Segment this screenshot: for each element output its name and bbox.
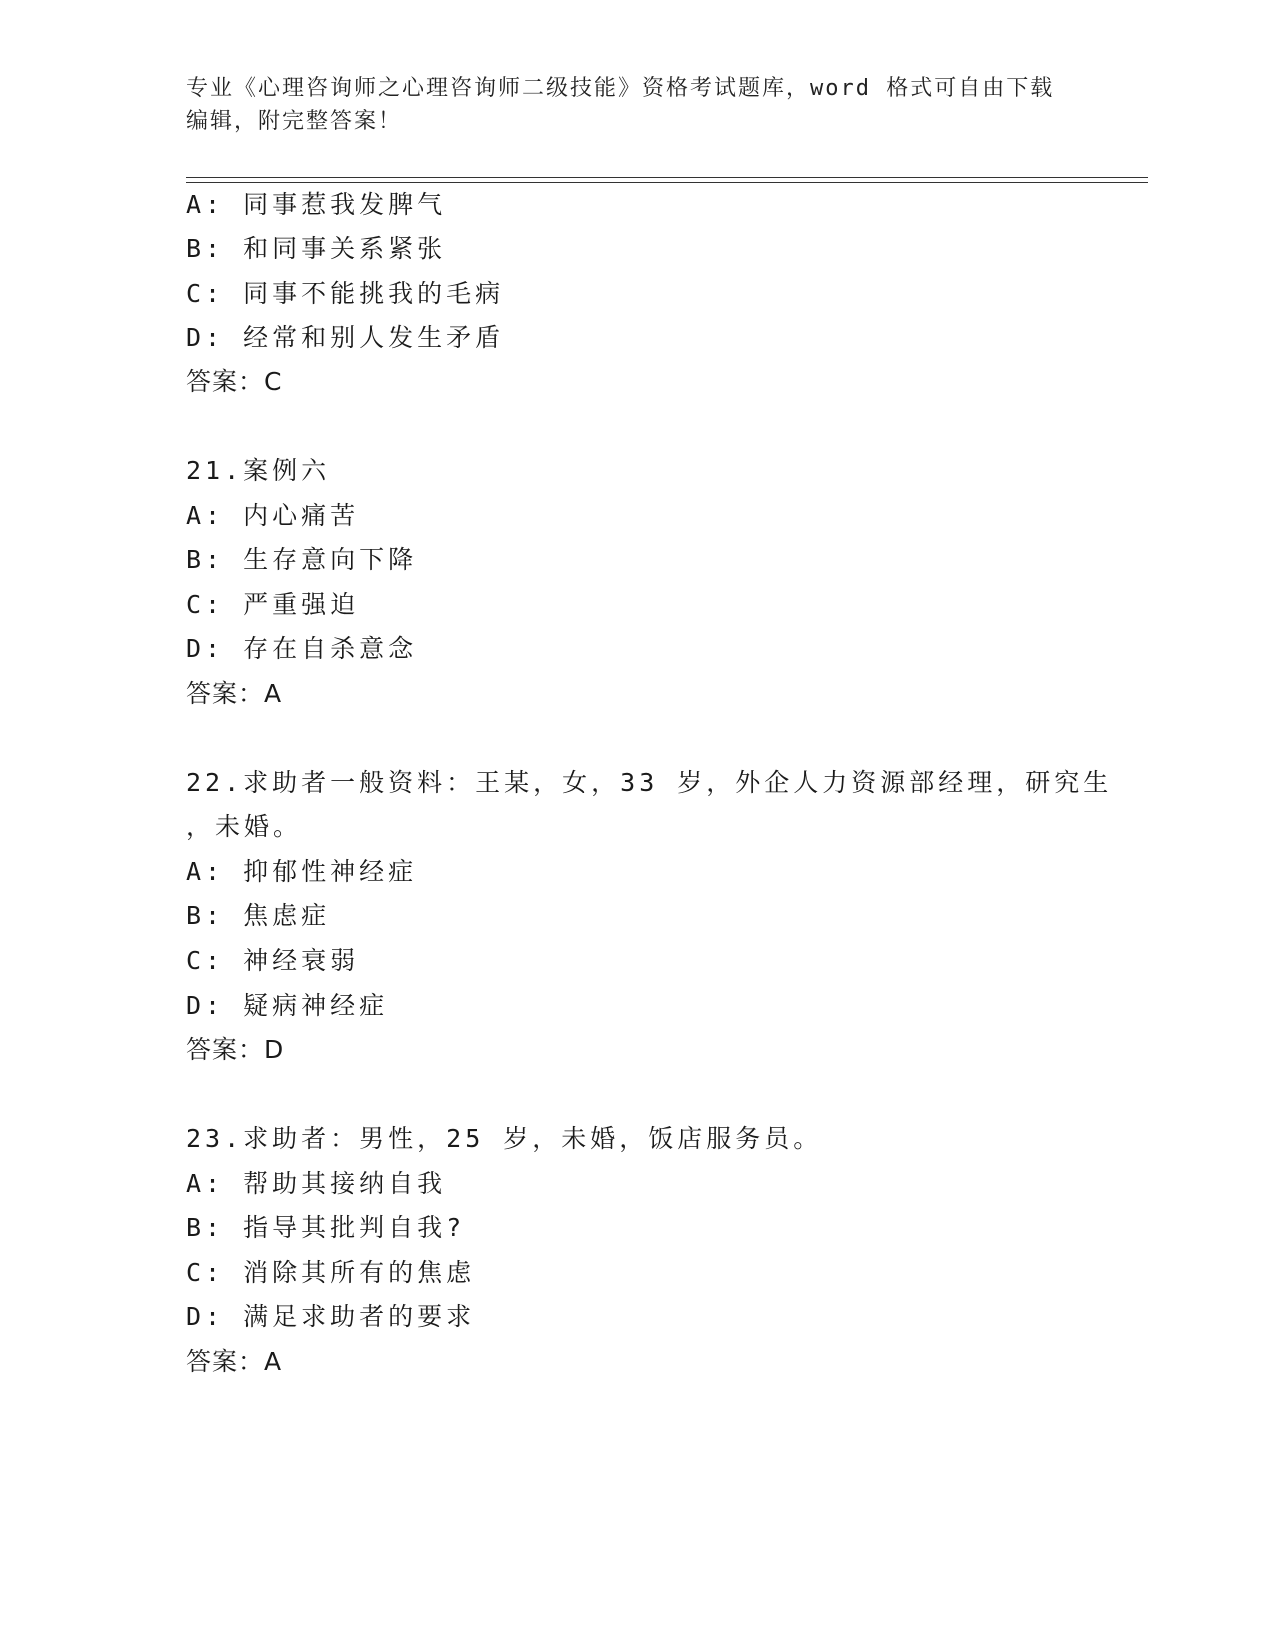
answer-line: 答案：C [186,367,283,396]
option-d: D: 满足求助者的要求 [186,1302,476,1331]
document-header [186,72,1076,138]
question-21-stem: 21.案例六 [186,456,331,485]
option-b: B: 焦虑症 [186,901,331,930]
question-22-stem: 22.求助者一般资料：王某，女，33 岁，外企人力资源部经理，研究生 [186,768,1113,797]
header-line-1: 专业《心理咨询师之心理咨询师二级技能》资格考试题库，word 格式可自由下载 [186,76,1055,101]
answer-line: 答案：A [186,1347,283,1376]
option-d: D: 疑病神经症 [186,991,389,1020]
header-divider-top [186,177,1148,178]
option-b: B: 生存意向下降 [186,545,418,574]
option-c: C: 严重强迫 [186,590,360,619]
option-c: C: 神经衰弱 [186,946,360,975]
header-divider-bottom [186,182,1148,183]
option-d: D: 存在自杀意念 [186,634,418,663]
option-b: B: 指导其批判自我? [186,1213,466,1242]
option-b: B: 和同事关系紧张 [186,234,447,263]
question-22-stem-continued: ，未婚。 [186,812,303,841]
option-c: C: 消除其所有的焦虑 [186,1258,476,1287]
option-d: D: 经常和别人发生矛盾 [186,323,505,352]
answer-line: 答案：A [186,679,283,708]
option-c: C: 同事不能挑我的毛病 [186,279,505,308]
answer-line: 答案：D [186,1035,285,1064]
header-line-2: 编辑，附完整答案！ [186,109,403,134]
option-a: A: 同事惹我发脾气 [186,190,447,219]
option-a: A: 内心痛苦 [186,501,360,530]
option-a: A: 帮助其接纳自我 [186,1169,447,1198]
option-a: A: 抑郁性神经症 [186,857,418,886]
question-23-stem: 23.求助者：男性，25 岁，未婚，饭店服务员。 [186,1124,823,1153]
